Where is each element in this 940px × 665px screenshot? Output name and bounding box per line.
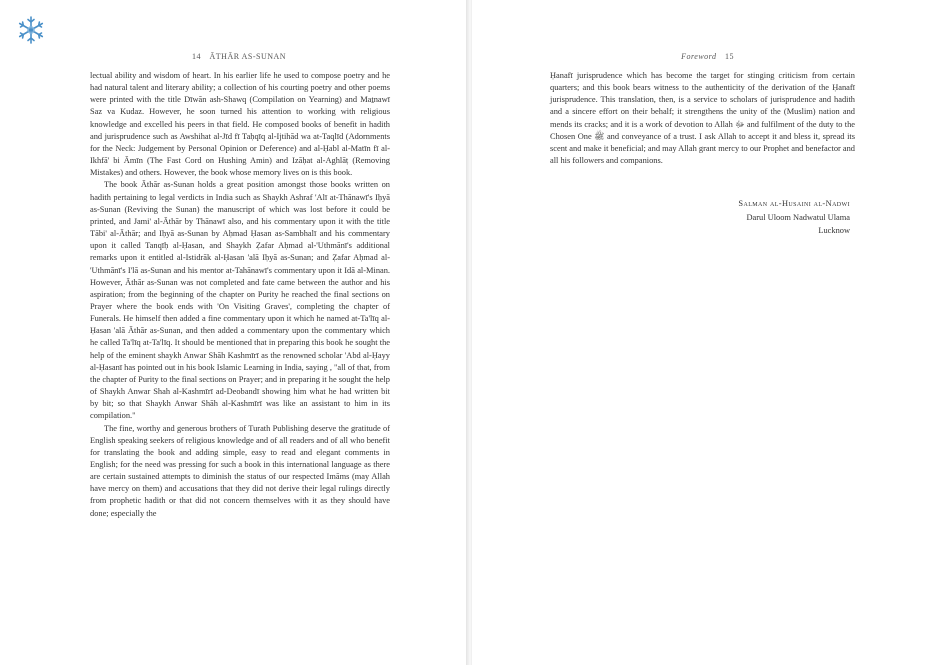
section-title-head: Foreword xyxy=(681,52,717,61)
page-number-left: 14 xyxy=(192,52,201,61)
snowflake-logo-icon xyxy=(16,15,46,45)
running-head-left xyxy=(186,52,286,61)
paragraph-3: The fine, worthy and generous brothers of Turath Publishing deserve the gratitude of English speaking seekers of religious knowledge and of all readers and of all who benefit for translating the book and adding simple, easy to read and elegant comments in English; for the need was pressing for such a book in this international language as there are certain sustained attempts to diminish the status of our respected Imāms (may Allah have mercy on them) and accusations that they did not derive their legal rulings directly from prophetic hadith or that did not concern themselves with it as they should have done; especially the xyxy=(90,423,390,518)
right-page xyxy=(472,0,940,665)
running-head-right xyxy=(681,52,740,61)
signature-city: Lucknow xyxy=(818,226,850,235)
right-body-text xyxy=(550,70,855,167)
signature-institution: Darul Uloom Nadwatul Ulama xyxy=(746,212,850,222)
book-title-head: ĀTHĀR AS-SUNAN xyxy=(209,52,287,61)
paragraph-1: lectual ability and wisdom of heart. In his earlier life he used to compose poetry and he had natural talent and literary ability; a collection of his courting poetry and other poems were printed with the title Dīwān ash-Shawq (Compilation on Yearning) and Maṯnawī Saz va Kudaz. However, he soon turned his attention to working with religious knowledge and excelled his peers in that field. He composed books of benefit in hadith and jurisprudence such as Awshihat al-Jīd fī Taḥqīq al-Ijtihād wa at-Taqlīd (Adornments for the Neck: Judgement by Personal Opinion or Deference) and al-Ḥabl al-Matīn fī al-Ikhfā' bi Āmīn (The Fast Cord on Hushing Amin) and Izāḥat al-Aghlāṭ (Removing Mistakes) and others. However, the book whose memory lives on is this book. xyxy=(90,71,390,178)
signature-block xyxy=(738,197,850,238)
left-page xyxy=(0,0,468,665)
left-body-text xyxy=(90,70,390,520)
paragraph-2: The book Āthār as-Sunan holds a great position amongst those books written on hadith pertaining to legal verdicts in India such as Shaykh Ashraf 'Alī at-Thānawī's Iḥyā as-Sunan (Reviving the Sunan) the manuscript of which was lost before it could be printed, and Jami' al-Āthār by Thānawī also, and his commentary upon it with the title Tābi' al-Āthār; and Iḥyā as-Sunan by Aḥmad Ḥasan as-Sambhalī and his commentary upon it called Tanqīḥ al-Ḥasan, and Shaykh Ẓafar Aḥmad al-'Uthmānī's additional remarks upon it entitled al-Istidrāk al-Ḥasan 'alā Iḥyā as-Sunan; and Ẓafar Aḥmad al-'Uthmānī's I'lā as-Sunan and his mentor at-Tahānawī's commentary upon it Idā al-Minan. However, Āthār as-Sunan was not completed and fate came between the author and his aspiration; from the beginning of the chapter on Purity he reached the final sections on Prayer where the book ends with 'On Visiting Graves', completing the chapter of Funerals. He himself then added a fine commentary upon it which he named at-Ta'līq al-Ḥasan 'alā Āthār as-Sunan, and then added a commentary upon the commentary which he called Ta'līq at-Ta'līq. It should be mentioned that in preparing this book he sought the help of the eminent shaykh Anwar Shāh Kashmīrī as the renowned scholar 'Abd al-Ḥayy al-Ḥasanī has pointed out in his book Islamic Learning in India, saying , "all of that, from the chapter of Purity to the final sections on Prayer; and in preparing it he sought the help of Shaykh Anwar Shah al-Kashmīrī ad-Deobandī showing him what he had written bit by bit; so that Shaykh Anwar Shāh al-Kashmīrī was like an assistant to him in its compilation." xyxy=(90,180,390,421)
paragraph-4: Ḥanafī jurisprudence which has become the target for stinging criticism from certain quarters; and this book bears witness to the authenticity of the derivation of the Ḥanafī jurisprudence. This translation, then, is a service to scholars of jurisprudence and hadith and a sincere effort on their behalf; it strengthens the unity of the (Muslim) nation and mends its cracks; and it is a work of devotion to Allah ﷻ and fulfilment of the duty to the Chosen One ﷺ and conveyance of a trust. I ask Allah to accept it and bless it, spread its scent and make it beneficial; and may Allah grant mercy to our Prophet and benefactor and all his followers and companions. xyxy=(550,71,855,166)
signature-name: Salman al-Husaini al-Nadwi xyxy=(738,199,850,208)
page-number-right: 15 xyxy=(725,52,734,61)
